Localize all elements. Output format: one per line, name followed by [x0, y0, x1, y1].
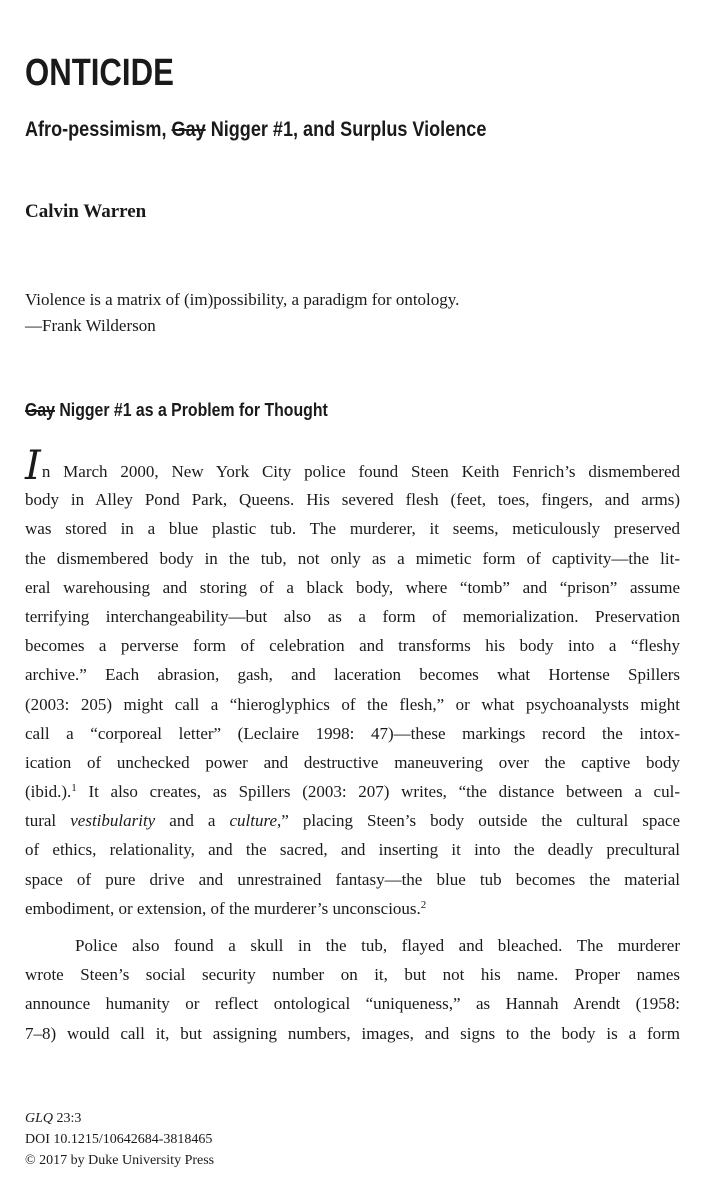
- text-line: (2003: 205) might call a “hieroglyphics of the flesh,” or what psychoanalysts might: [25, 694, 680, 714]
- epigraph: [25, 287, 459, 339]
- text-segment: ,” placing Steen’s body outside the cultural space: [277, 811, 681, 831]
- epigraph-attribution: —Frank Wilderson: [25, 316, 156, 335]
- article-subtitle: [25, 118, 486, 142]
- issue-number: 23:3: [53, 1111, 82, 1126]
- text-segment: n March 2000, New York City police found Steen Keith Fenrich’s dismembered: [41, 462, 680, 481]
- body-text: [25, 443, 681, 1048]
- text-line: announce humanity or reflect ontological “uniqueness,” as Hannah Arendt (1958:: [25, 994, 680, 1014]
- text-segment: It also creates, as Spillers (2003: 207) writes, “the distance between a cul-: [76, 782, 680, 802]
- section-heading: [25, 400, 328, 421]
- text-segment: (ibid.).: [25, 782, 72, 802]
- text-segment: embodiment, or extension, of the murderer’s unconscious.: [25, 898, 421, 918]
- text-line: [25, 443, 680, 489]
- epigraph-quote: Violence is a matrix of (im)possibility, a paradigm for ontology.: [25, 290, 460, 309]
- heading-text: Nigger #1 as a Problem for Thought: [54, 400, 328, 420]
- text-line: becomes a perverse form of celebration and transforms his body into a “fleshy: [25, 636, 680, 656]
- drop-cap: I: [25, 443, 41, 489]
- text-line: 7–8) would call it, but assigning numbers, images, and signs to the body is a form: [25, 1023, 680, 1043]
- publication-footer: [25, 1108, 214, 1171]
- text-line: eral warehousing and storing of a black body, where “tomb” and “prison” assume: [25, 577, 680, 597]
- author-name: Calvin Warren: [25, 201, 147, 222]
- text-line: was stored in a blue plastic tub. The murderer, it seems, meticulously preserved: [25, 519, 680, 539]
- text-line: call a “corporeal letter” (Leclaire 1998: 47)—these markings record the intox-: [25, 723, 680, 743]
- doi[interactable]: DOI 10.1215/10642684-3818465: [25, 1132, 213, 1147]
- footnote-ref-1[interactable]: 1: [71, 782, 77, 795]
- text-segment: and a: [155, 811, 230, 831]
- text-segment: tural: [25, 811, 71, 831]
- subtitle-struck-word: Gay: [171, 118, 206, 141]
- text-line: the dismembered body in the tub, not only as a mimetic form of captivity—the lit-: [25, 548, 680, 568]
- text-line: [25, 777, 680, 806]
- subtitle-pre: Afro-pessimism,: [25, 118, 172, 141]
- paragraph-gap: [25, 923, 680, 931]
- italic-term: vestibularity: [70, 811, 156, 831]
- text-line: [25, 806, 680, 835]
- journal-name: GLQ: [25, 1111, 54, 1126]
- text-line: space of pure drive and unrestrained fantasy—the blue tub becomes the material: [25, 869, 680, 889]
- text-line: Police also found a skull in the tub, flayed and bleached. The murderer: [75, 936, 680, 955]
- subtitle-post: Nigger #1, and Surplus Violence: [205, 118, 487, 141]
- text-line: wrote Steen’s social security number on it, but not his name. Proper names: [25, 965, 680, 985]
- journal-issue: [25, 1108, 214, 1129]
- text-line: terrifying interchangeability—but also as a form of memorialization. Preservation: [25, 606, 680, 626]
- copyright: © 2017 by Duke University Press: [25, 1153, 215, 1168]
- text-line: archive.” Each abrasion, gash, and laceration becomes what Hortense Spillers: [25, 665, 680, 685]
- heading-struck-word: Gay: [25, 400, 55, 420]
- footnote-ref-2[interactable]: 2: [420, 898, 427, 911]
- text-line: body in Alley Pond Park, Queens. His severed flesh (feet, toes, fingers, and arms): [25, 490, 680, 510]
- text-line: of ethics, relationality, and the sacred, and inserting it into the deadly precultural: [25, 840, 680, 860]
- text-line: [25, 894, 680, 923]
- article-title: ONTICIDE: [25, 52, 174, 94]
- text-line: ication of unchecked power and destructive maneuvering over the captive body: [25, 752, 680, 772]
- paragraph-2: [25, 931, 680, 1048]
- paragraph-1: [25, 443, 681, 923]
- italic-term: culture: [229, 811, 278, 831]
